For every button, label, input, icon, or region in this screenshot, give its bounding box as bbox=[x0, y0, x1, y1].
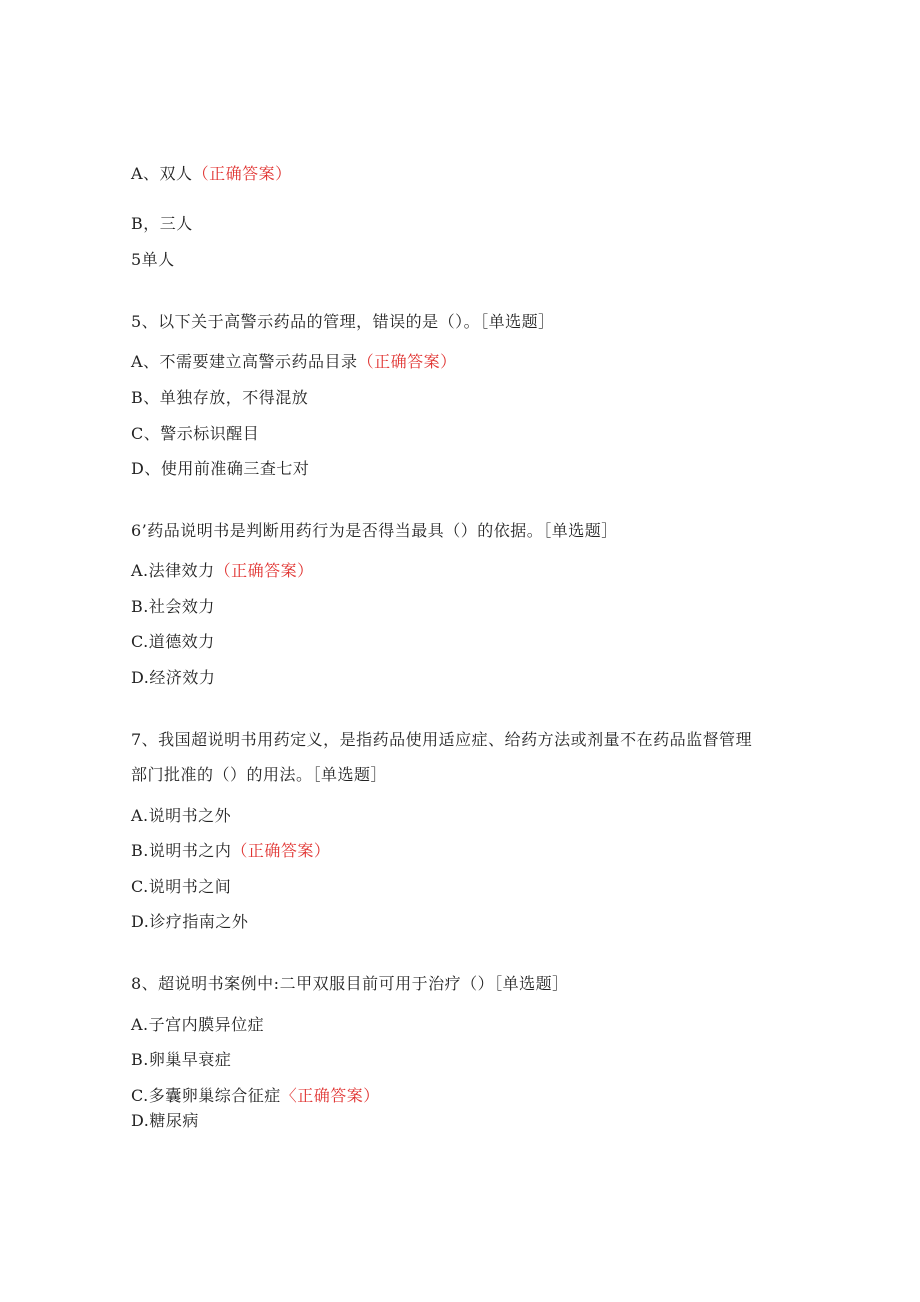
option-text: B.卵巢早衰症 bbox=[131, 1050, 232, 1069]
option-text: C.说明书之间 bbox=[131, 877, 232, 896]
option-a[interactable] bbox=[131, 164, 292, 184]
q6-option-d[interactable] bbox=[131, 668, 215, 688]
option-text: C、警示标识醒目 bbox=[131, 424, 260, 443]
option-text: D.诊疗指南之外 bbox=[131, 912, 249, 931]
option-c[interactable] bbox=[131, 250, 175, 270]
question-8-stem: 8、超说明书案例中:二甲双服目前可用于治疗（）［单选题］ bbox=[131, 974, 569, 993]
q7-option-d[interactable] bbox=[131, 912, 248, 932]
q6-option-b[interactable] bbox=[131, 597, 215, 617]
q5-option-d[interactable] bbox=[131, 459, 309, 479]
option-text: A.法律效力 bbox=[131, 561, 215, 580]
q6-option-a[interactable] bbox=[131, 561, 314, 581]
correct-answer-mark: （正确答案） bbox=[192, 164, 292, 183]
option-text: D.经济效力 bbox=[131, 668, 216, 687]
q8-option-b[interactable] bbox=[131, 1050, 231, 1070]
option-text: D.糖尿病 bbox=[131, 1111, 199, 1130]
q8-option-d[interactable] bbox=[131, 1111, 199, 1131]
question-7-stem-line-1: 7、我国超说明书用药定义，是指药品使用适应症、给药方法或剂量不在药品监督管理 bbox=[131, 730, 753, 749]
correct-answer-mark: （正确答案） bbox=[357, 352, 457, 371]
correct-answer-mark: （正确答案） bbox=[214, 561, 314, 580]
option-text: B，三人 bbox=[131, 214, 193, 233]
option-text: B.说明书之内 bbox=[131, 841, 232, 860]
q5-option-a[interactable] bbox=[131, 352, 457, 372]
q7-option-c[interactable] bbox=[131, 877, 231, 897]
q7-option-a[interactable] bbox=[131, 806, 231, 826]
option-text: C.道德效力 bbox=[131, 632, 215, 651]
option-text: B.社会效力 bbox=[131, 597, 215, 616]
option-b[interactable] bbox=[131, 214, 193, 234]
option-text: A、不需要建立高警示药品目录 bbox=[131, 352, 358, 371]
correct-answer-mark: （正确答案） bbox=[231, 841, 331, 860]
question-7-stem-line-2: 部门批准的（）的用法。［单选题］ bbox=[131, 765, 388, 784]
option-text: B、单独存放，不得混放 bbox=[131, 388, 309, 407]
option-text: A、双人 bbox=[131, 164, 193, 183]
option-text: C.多囊卵巢综合征症 bbox=[131, 1086, 281, 1105]
option-text: D、使用前准确三查七对 bbox=[131, 459, 310, 478]
option-text: A.说明书之外 bbox=[131, 806, 232, 825]
option-text: A.子宫内膜异位症 bbox=[131, 1015, 265, 1034]
q5-option-c[interactable] bbox=[131, 424, 259, 444]
q5-option-b[interactable] bbox=[131, 388, 308, 408]
question-5-stem: 5、以下关于高警示药品的管理，错误的是（）。［单选题］ bbox=[131, 312, 555, 331]
question-6-stem: 6’药品说明书是判断用药行为是否得当最具（）的依据。［单选题］ bbox=[131, 521, 618, 540]
q8-option-c[interactable] bbox=[131, 1086, 380, 1106]
correct-answer-mark: 〈正确答案） bbox=[280, 1086, 380, 1105]
q7-option-b[interactable] bbox=[131, 841, 330, 861]
q8-option-a[interactable] bbox=[131, 1015, 264, 1035]
option-text: 5单人 bbox=[131, 250, 175, 269]
q6-option-c[interactable] bbox=[131, 632, 215, 652]
